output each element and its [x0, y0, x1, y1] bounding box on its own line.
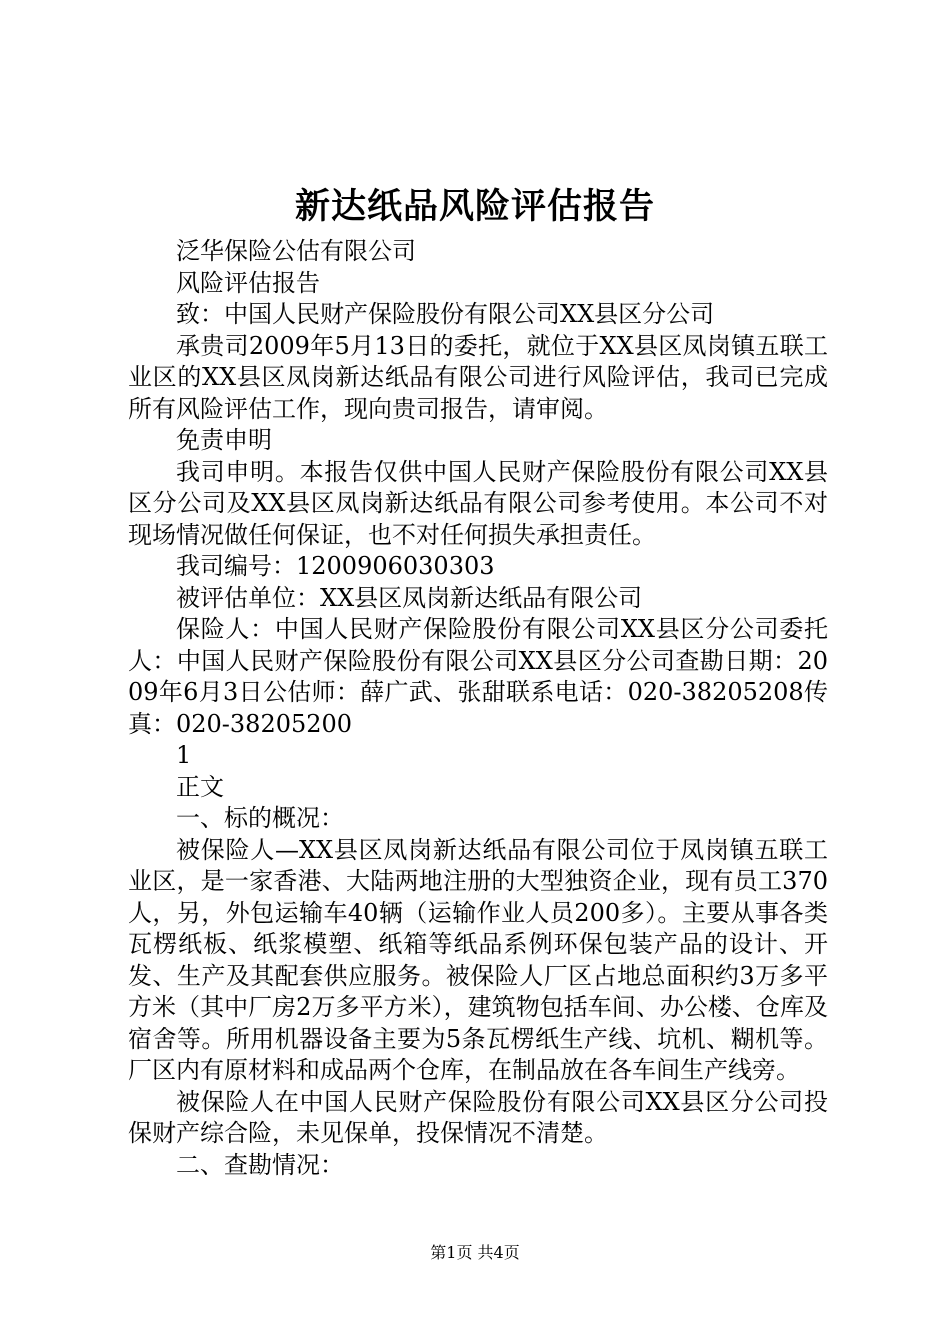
page-footer: 第1页 共4页: [430, 1243, 520, 1262]
paragraph-intro: 承贵司2009年5月13日的委托，就位于XX县区凤岗镇五联工业区的XX县区凤岗新达纸品有限公司进行风险评估，我司已完成所有风险评估工作，现向贵司报告，请审阅。: [128, 331, 828, 423]
paragraph-disclaimer-heading: 免责申明: [176, 426, 272, 454]
document-body: [128, 236, 828, 1181]
paragraph-insurance-status: 被保险人在中国人民财产保险股份有限公司XX县区分公司投保财产综合险，未见保单，投保情况不清楚。: [128, 1087, 828, 1147]
paragraph-section-1-heading: 一、标的概况：: [176, 804, 344, 832]
paragraph-page-marker: 1: [176, 741, 192, 769]
paragraph-section-2-heading: 二、查勘情况：: [176, 1150, 344, 1179]
paragraph-company: 泛华保险公估有限公司: [176, 237, 416, 265]
paragraph-assessed-unit: 被评估单位：XX县区凤岗新达纸品有限公司: [176, 583, 643, 612]
document-title: 新达纸品风险评估报告: [294, 186, 655, 227]
paragraph-report-name: 风险评估报告: [176, 268, 320, 297]
paragraph-report-number: 我司编号：1200906030303: [176, 552, 495, 580]
paragraph-section-1-content: 被保险人—XX县区凤岗新达纸品有限公司位于凤岗镇五联工业区，是一家香港、大陆两地注册的大型独资企业，现有员工370人，另，外包运输车40辆（运输作业人员200多）。主要从事各类瓦楞纸板、纸浆模塑、纸箱等纸品系例环保包装产品的设计、开发、生产及其配套供应服务。被保险人厂区占地总面积约3万多平方米（其中厂房2万多平方米），建筑物包括车间、办公楼、仓库及宿舍等。所用机器设备主要为5条瓦楞纸生产线、坑机、糊机等。厂区内有原材料和成品两个仓库，在制品放在各车间生产线旁。: [128, 835, 828, 1084]
paragraph-body-heading: 正文: [176, 772, 224, 801]
paragraph-addressee: 致：中国人民财产保险股份有限公司XX县区分公司: [176, 300, 715, 328]
paragraph-disclaimer: 我司申明。本报告仅供中国人民财产保险股份有限公司XX县区分公司及XX县区凤岗新达纸品有限公司参考使用。本公司不对现场情况做任何保证，也不对任何损失承担责任。: [128, 457, 828, 549]
paragraph-insurer-details: 保险人：中国人民财产保险股份有限公司XX县区分公司委托人：中国人民财产保险股份有限公司XX县区分公司查勘日期：2009年6月3日公估师：薛广武、张甜联系电话：020-38205208传真：020-38205200: [128, 615, 828, 738]
